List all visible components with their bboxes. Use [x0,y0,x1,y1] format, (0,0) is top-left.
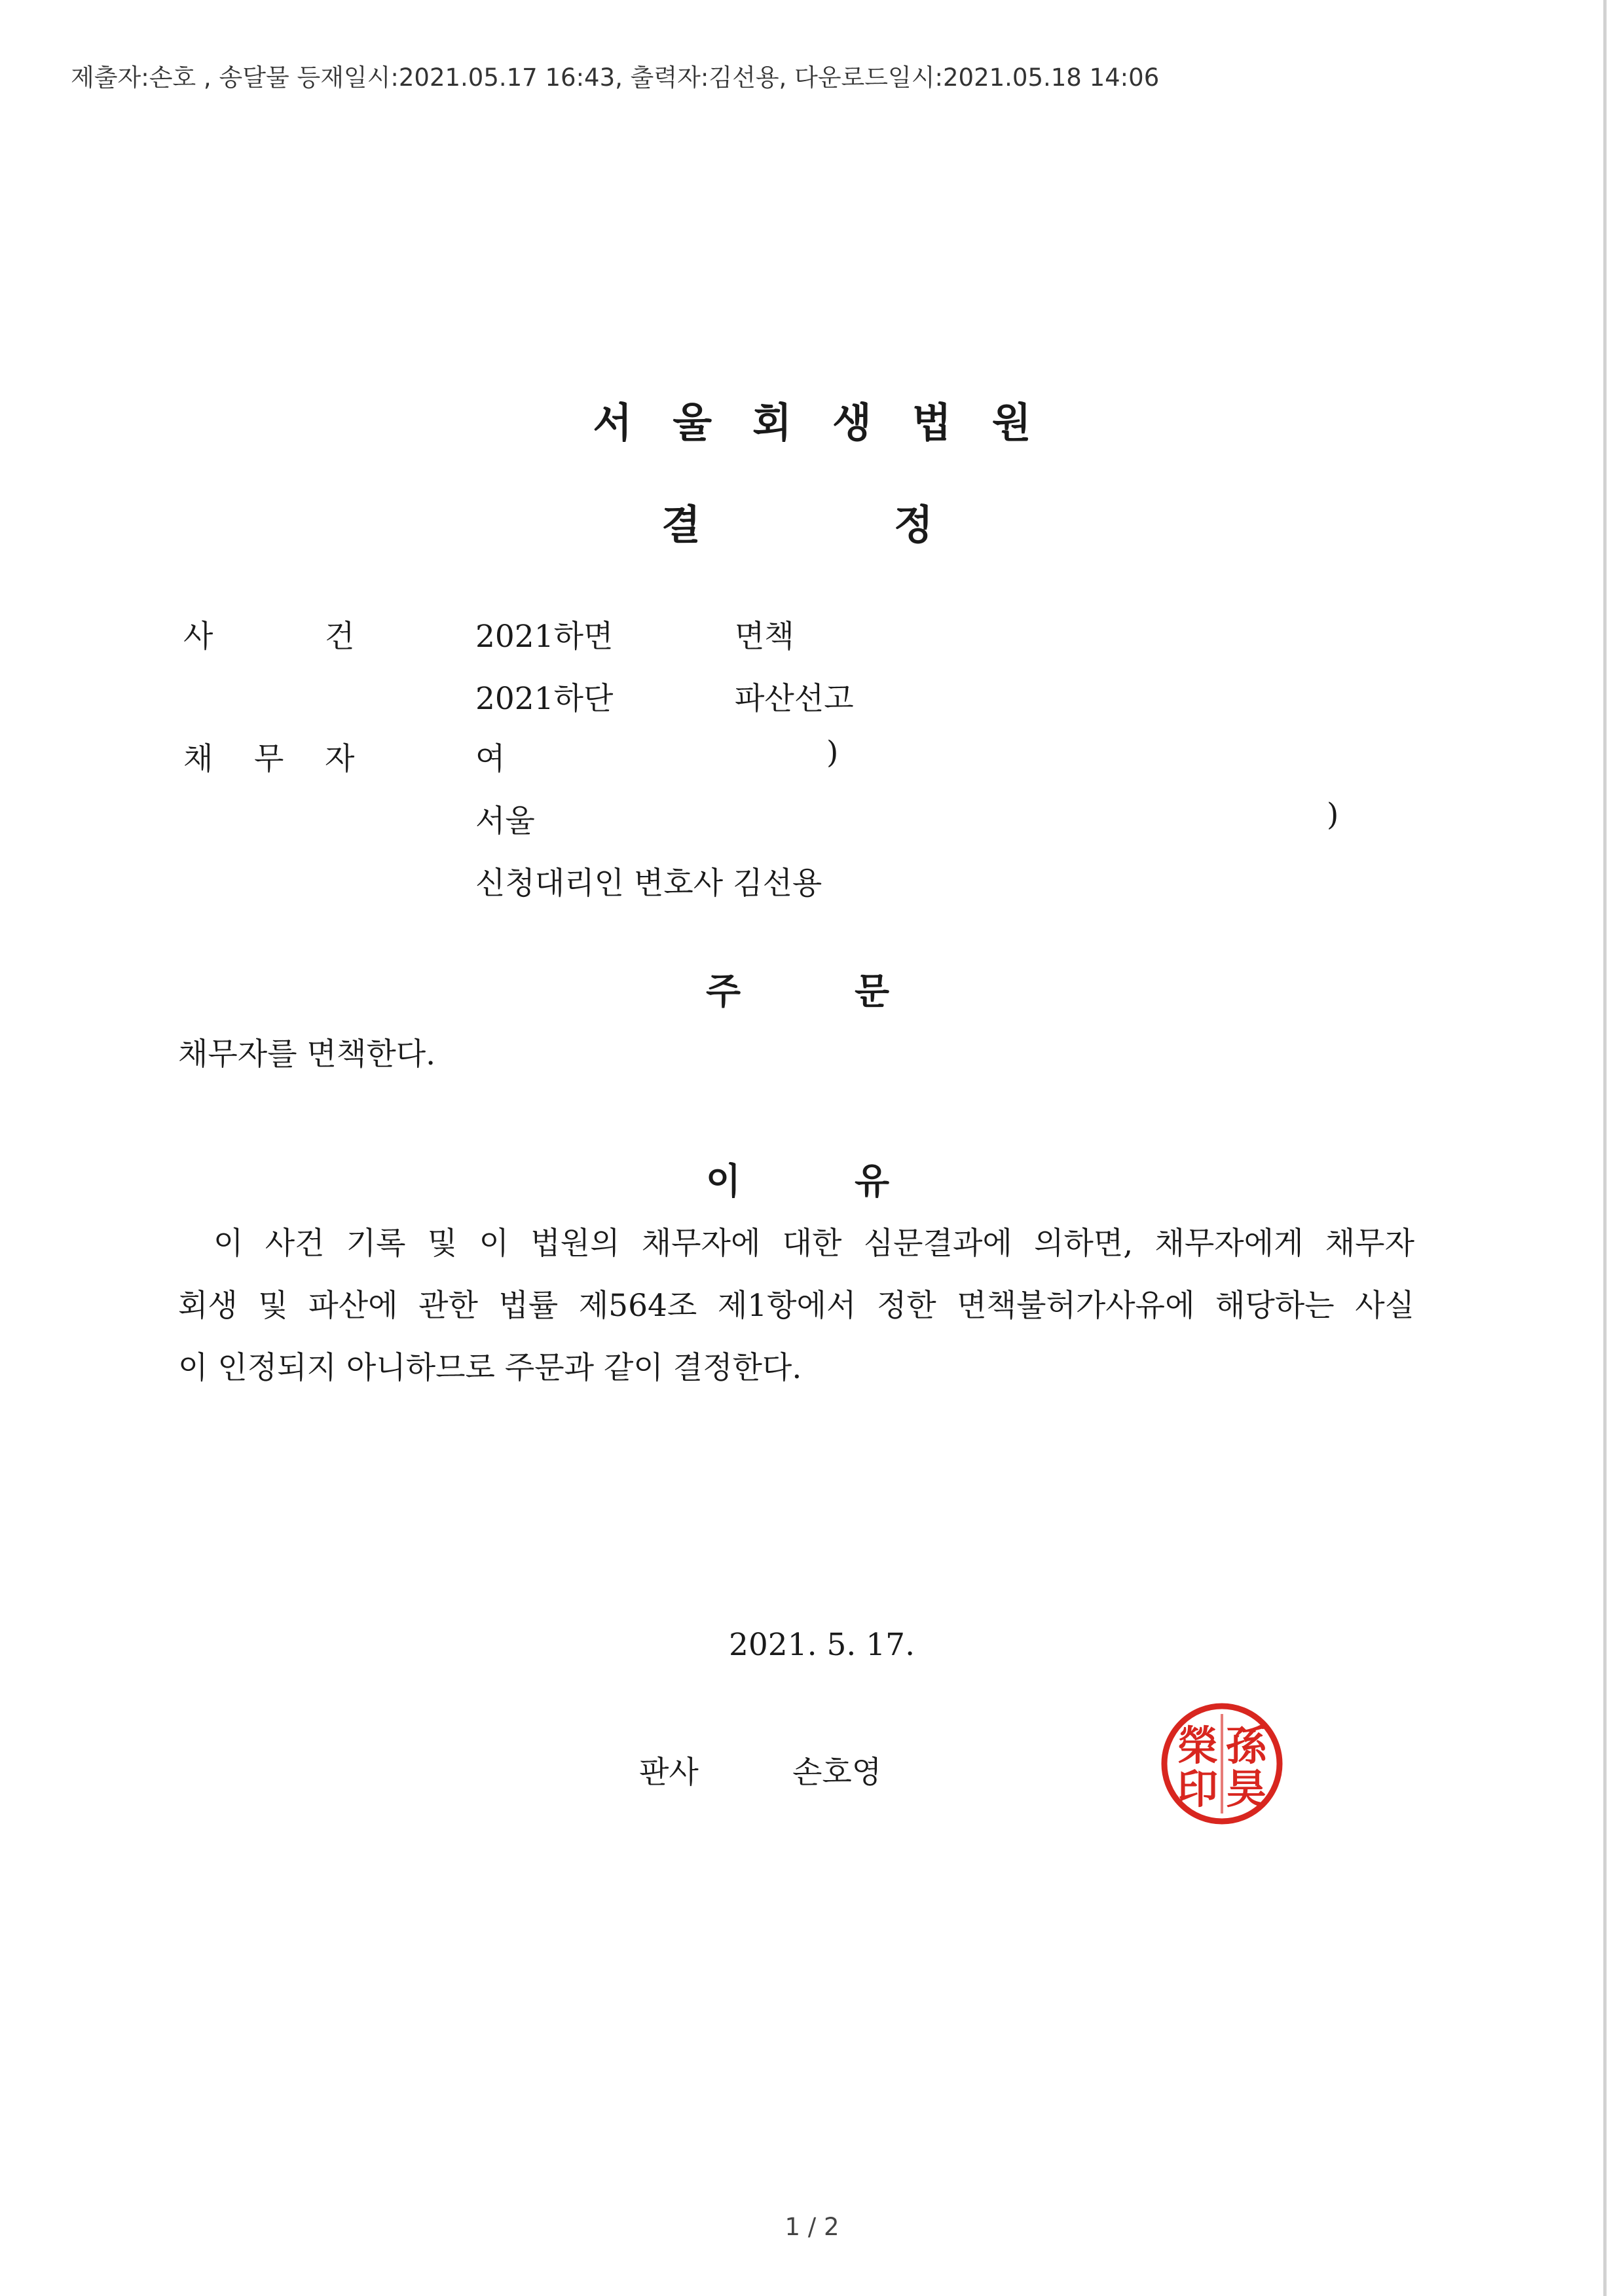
reason-heading-right: 유 [855,1160,890,1202]
case-number-2: 2021하단 [475,681,614,717]
judge-seal-stamp [1158,1700,1286,1828]
judge-title: 판사 [639,1755,699,1791]
debtor-label-3: 자 [325,741,355,777]
seal-char-4: 印 [1177,1765,1219,1813]
case-title-1: 면책 [735,619,794,655]
case-label-left: 사 [183,619,213,655]
doc-type-right: 정 [894,501,933,549]
submission-header: 제출자:손호 , 송달물 등재일시:2021.05.17 16:43, 출력자:김선용, 다운로드일시:2021.05.18 14:06 [71,64,1160,92]
reason-line-3: 이 인정되지 아니하므로 주문과 같이 결정한다. [178,1350,802,1386]
reason-heading-left: 이 [706,1160,741,1202]
seal-char-3: 榮 [1177,1722,1219,1770]
debtor-address-close: ) [1327,797,1339,833]
order-heading-left: 주 [706,970,741,1012]
debtor-label-2: 무 [254,741,284,777]
reason-line-2: 회생 및 파산에 관한 법률 제564조 제1항에서 정한 면책불허가사유에 해당하는 사실 [178,1288,1414,1324]
reason-line-1: 이 사건 기록 및 이 법원의 채무자에 대한 심문결과에 의하면, 채무자에게 채무자 [213,1226,1414,1262]
debtor-name-prefix: 여 [475,741,506,777]
decision-date: 2021. 5. 17. [728,1627,915,1663]
court-name: 서울회생법원 [593,399,1072,446]
debtor-name-close: ) [826,735,839,771]
debtor-label-1: 채 [183,741,213,777]
seal-char-1: 孫 [1225,1722,1267,1770]
judge-name: 손호영 [792,1755,882,1791]
debtor-address-prefix: 서울 [475,803,535,839]
doc-type-left: 결 [661,501,701,549]
case-number-1: 2021하면 [475,619,614,655]
scan-edge [1603,0,1607,2296]
seal-char-2: 昊 [1225,1765,1267,1813]
order-heading-right: 문 [855,970,890,1012]
case-title-2: 파산선고 [735,681,854,717]
debtor-agent: 신청대리인 변호사 김선용 [475,866,822,902]
case-label-right: 건 [325,619,355,655]
order-text: 채무자를 면책한다. [178,1036,436,1072]
page-number: 1 / 2 [784,2213,840,2241]
